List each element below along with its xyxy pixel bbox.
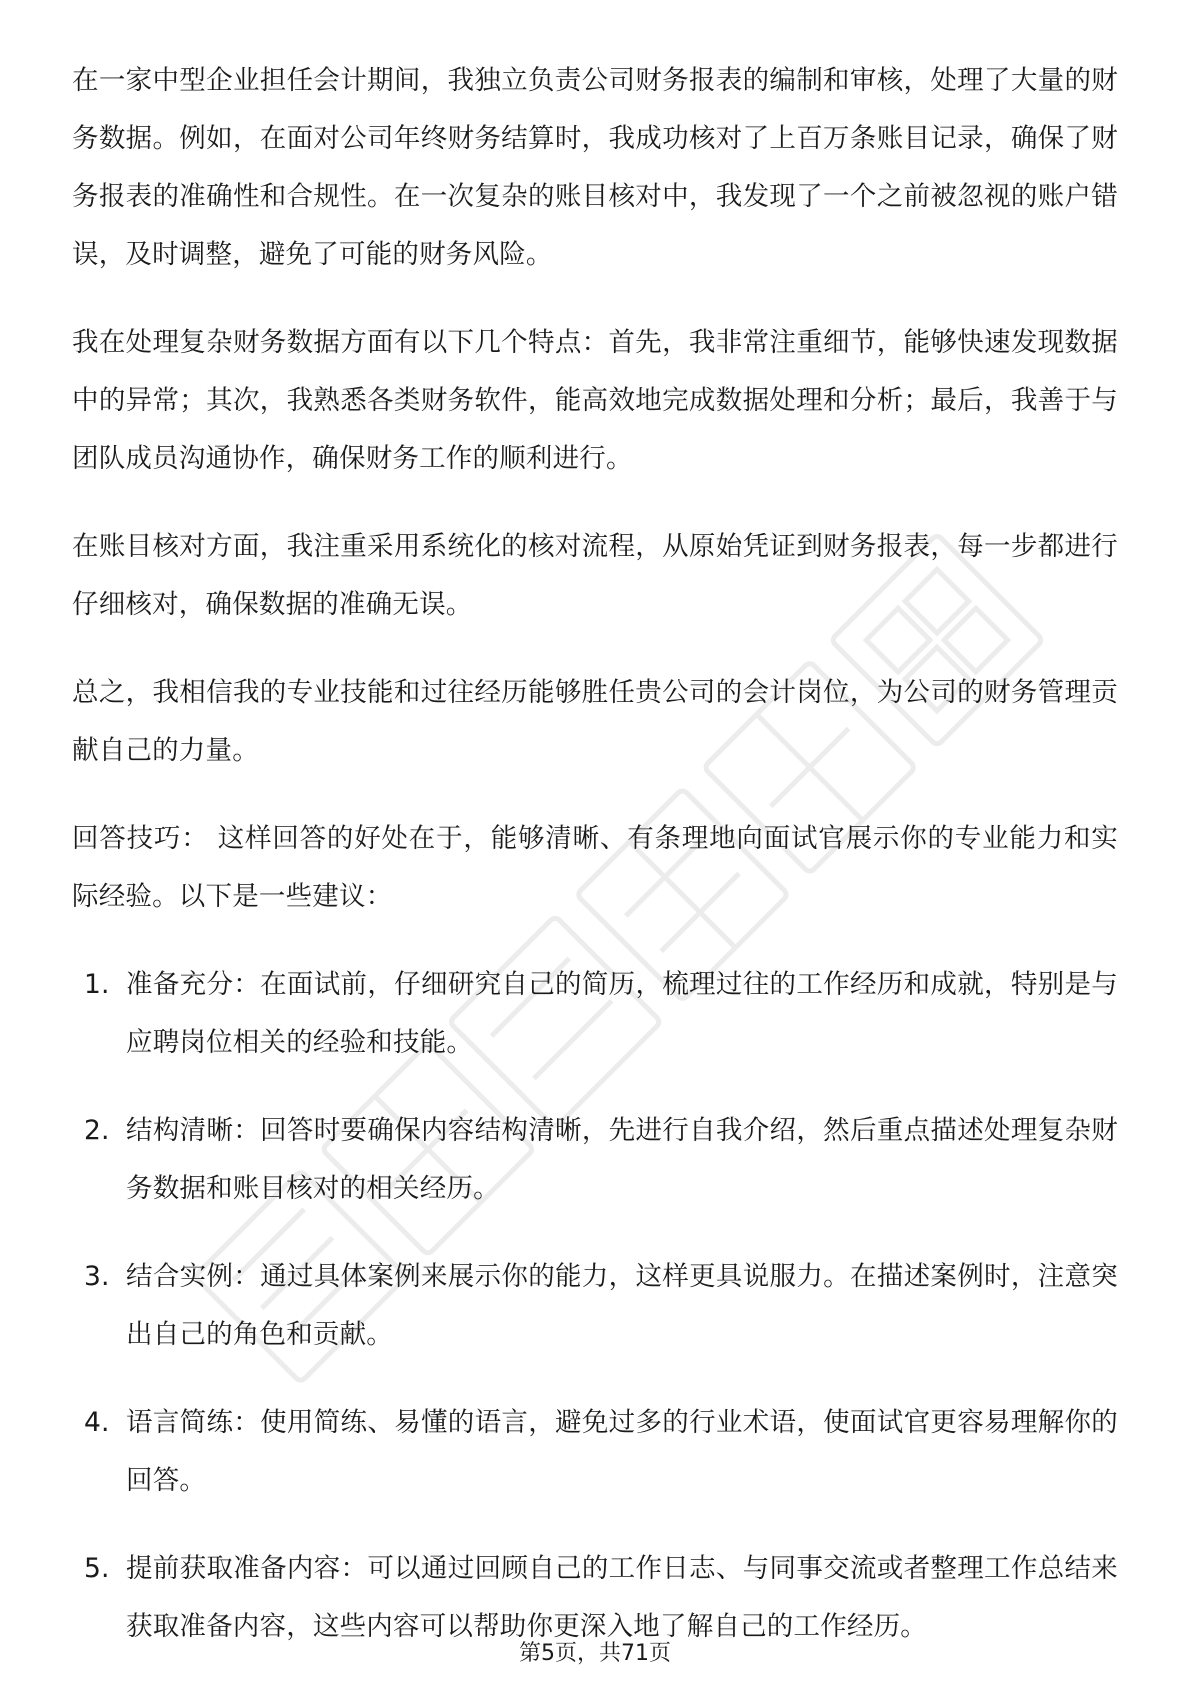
list-item-number: 4. (84, 1407, 110, 1438)
list-item-number: 1. (84, 969, 110, 1000)
paragraph-conclusion: 总之，我相信我的专业技能和过往经历能够胜任贵公司的会计岗位，为公司的财务管理贡献自己的力量。 (72, 677, 1118, 766)
paragraph-experience: 在一家中型企业担任会计期间，我独立负责公司财务报表的编制和审核，处理了大量的财务数据。例如，在面对公司年终财务结算时，我成功核对了上百万条账目记录，确保了财务报表的准确性和合规性。在一次复杂的账目核对中，我发现了一个之前被忽视的账户错误，及时调整，避免了可能的财务风险。 (72, 65, 1118, 270)
list-item-number: 2. (84, 1115, 110, 1146)
document-body (72, 52, 1118, 1686)
list-item-text: 结构清晰：回答时要确保内容结构清晰，先进行自我介绍，然后重点描述处理复杂财务数据和账目核对的相关经历。 (126, 1115, 1118, 1204)
list-item (72, 956, 1118, 1072)
list-item-number: 3. (84, 1261, 110, 1292)
list-item (72, 1540, 1118, 1656)
paragraph-strengths: 我在处理复杂财务数据方面有以下几个特点：首先，我非常注重细节，能够快速发现数据中的异常；其次，我熟悉各类财务软件，能高效地完成数据处理和分析；最后，我善于与团队成员沟通协作，确保财务工作的顺利进行。 (72, 327, 1118, 474)
paragraph-tips-intro: 回答技巧： 这样回答的好处在于，能够清晰、有条理地向面试官展示你的专业能力和实际经验。以下是一些建议： (72, 823, 1118, 912)
list-item (72, 1394, 1118, 1510)
list-item-text: 结合实例：通过具体案例来展示你的能力，这样更具说服力。在描述案例时，注意突出自己的角色和贡献。 (126, 1261, 1118, 1350)
list-item-text: 准备充分：在面试前，仔细研究自己的简历，梳理过往的工作经历和成就，特别是与应聘岗位相关的经验和技能。 (126, 969, 1118, 1058)
list-item-text: 提前获取准备内容：可以通过回顾自己的工作日志、与同事交流或者整理工作总结来获取准备内容，这些内容可以帮助你更深入地了解自己的工作经历。 (126, 1553, 1118, 1642)
list-item (72, 1102, 1118, 1218)
paragraph-reconciliation: 在账目核对方面，我注重采用系统化的核对流程，从原始凭证到财务报表，每一步都进行仔细核对，确保数据的准确无误。 (72, 531, 1118, 620)
page-number: 第5页，共71页 (519, 1641, 671, 1666)
list-item-text: 语言简练：使用简练、易懂的语言，避免过多的行业术语，使面试官更容易理解你的回答。 (126, 1407, 1118, 1496)
list-item-number: 5. (84, 1553, 110, 1584)
list-item (72, 1248, 1118, 1364)
tips-list (72, 956, 1118, 1656)
